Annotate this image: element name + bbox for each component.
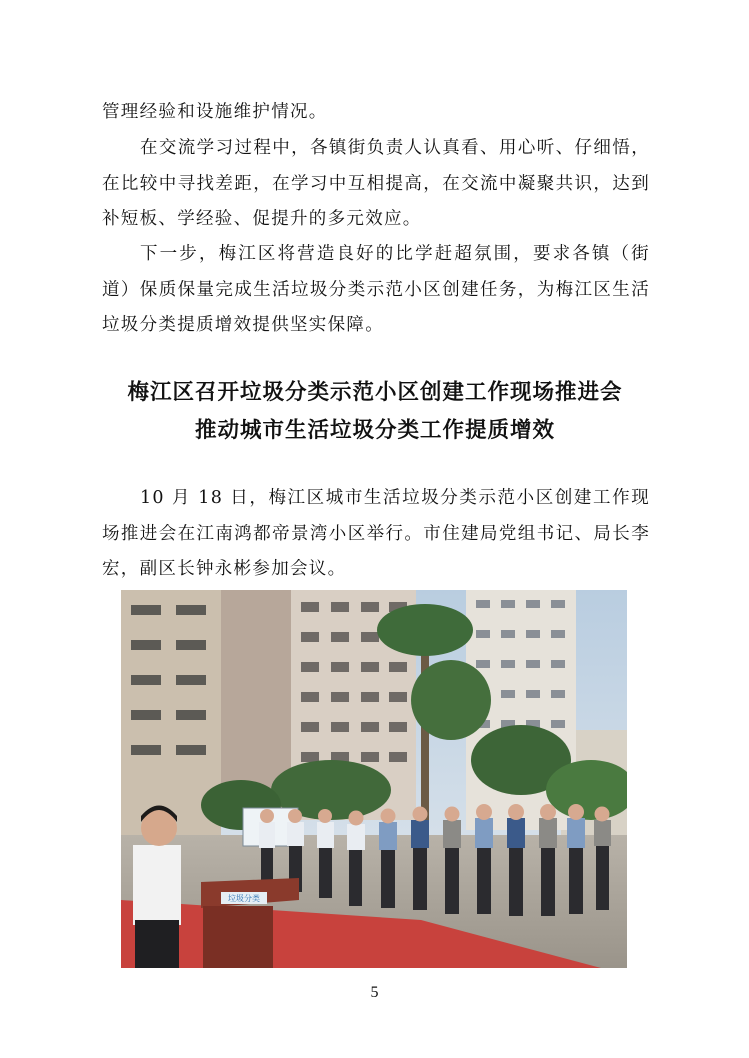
podium-sign-text: 垃圾分类: [228, 894, 260, 903]
intro-paragraph: 10 月 18 日，梅江区城市生活垃圾分类示范小区创建工作现场推进会在江南鸿都帝景湾小区举行。市住建局党组书记、局长李宏，副区长钟永彬参加会议。: [102, 488, 650, 579]
headline-line-1: 梅江区召开垃圾分类示范小区创建工作现场推进会: [127, 380, 623, 405]
headline-line-2: 推动城市生活垃圾分类工作提质增效: [194, 418, 555, 443]
page-number: 5: [370, 984, 379, 1001]
paragraph-2: 在交流学习过程中，各镇街负责人认真看、用心听、仔细悟，在比较中寻找差距，在学习中互相提高，在交流中凝聚共识，达到补短板、学经验、促提升的多元效应。: [102, 138, 650, 229]
paragraph-3: 下一步，梅江区将营造良好的比学赶超氛围，要求各镇（街道）保质保量完成生活垃圾分类示范小区创建任务，为梅江区生活垃圾分类提质增效提供坚实保障。: [102, 244, 650, 335]
event-photo: [121, 590, 627, 968]
paragraph-1: 管理经验和设施维护情况。: [102, 102, 328, 122]
article-headline: [90, 374, 660, 450]
